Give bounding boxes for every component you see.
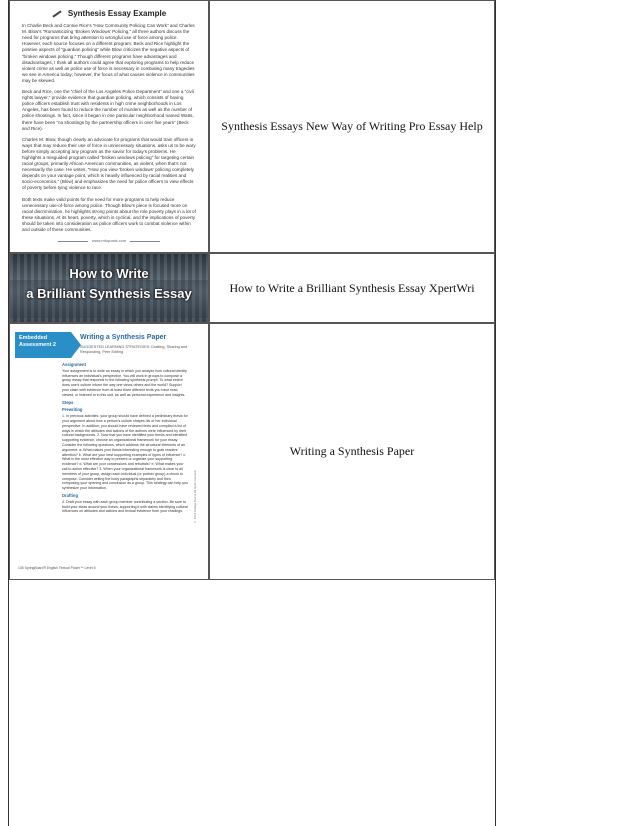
textbook-page-footer: 136 SpringBoard® English Textual Power™ Level 6: [18, 566, 96, 570]
row-3-caption[interactable]: Writing a Synthesis Paper: [289, 444, 415, 458]
essay-title: [22, 11, 196, 17]
prewriting-text: 1. In previous activities, your group should have defined a preliminary thesis for your argument about how a person’s culture shapes his or her individual perspective. In addition, you should have reviewed texts and compiled a list of ways in which the attitudes and actions of the authors were influenced by their cultural backgrounds. 2. Now that you have identified your thesis and identified supporting evidence, choose an organizational framework for your essay. Consider the following questions, which address the structural elements of an argument: a. What makes your thesis interesting enough to grab readers’ attention? b. What are your best supporting examples of types of influence? c. What is the most effective way to present or organize your supporting evidence? d. What are your concessions and rebuttals? e. What makes your call to action effective? 3. When your organizational framework is clear to all members of your group, assign each individual (or partner group) a chunk to compose. Consider writing the body paragraphs separately and then composing your opening and conclusion as a group. This strategy can help you synthesize your information.: [62, 414, 188, 491]
row-2-caption-cell[interactable]: [209, 253, 495, 323]
copyright-side-text: © 2014 College Board. All rights reserved.: [193, 469, 197, 524]
row-3-image-cell[interactable]: [9, 323, 209, 580]
row-1-caption[interactable]: Synthesis Essays New Way of Writing Pro Essay Help: [221, 119, 483, 133]
row-2-image-cell[interactable]: [9, 253, 209, 323]
essay-title-text: Synthesis Essay Example: [67, 9, 167, 18]
essay-paragraph: In Charlie Beck and Connie Rice’s “How Community Policing Can Work” and Charles M. Blow’s “Romanticizing ‘Broken Windows’ Policing,” all three authors discuss the need for programs that bring attention to wrongful use of force among police. However, each source focuses on a different program: Beck and Rice highlight the positive aspects of “guardian policing” while Blow criticizes the negative aspects of “broken windows policing.” Though different programs have advantages and disadvantages, I think all authors could agree that exploring programs to help reduce violent crime as well as police use of force is necessary in combating many tragedies we see in America today; however, the focus of what causes violence in communities may be skewed.: [22, 23, 195, 83]
essay-paragraph: Beck and Rice, one the “chief of the Los Angeles Police Department” and one a “civil rights lawyer,” provide evidence that guardian policing, which consists of having police officers establish trust with residents in high crime neighborhoods in Los Angeles, has been found to reduce the number of murders as well as the number of police shootings. In fact, since it began in one particular neighborhood named Watts, there have been “no shootings by the partnership officers in over five years” (Beck and Rice).: [22, 89, 194, 131]
textbook-subtitle: SUGGESTED LEARNING STRATEGIES: Drafting, Sharing and Responding, Peer Editing: [80, 345, 188, 354]
row-3-caption-cell[interactable]: [209, 323, 495, 580]
essay-paragraph: Charles M. Blow, though clearly an advocate for programs that would train officers in ways that may reduce their use of force in unnecessary situations, asks us to be wary before simply accepting any program as the savior for today’s problems. He highlights a misguided program called “broken windows policing” for targeting certain racial groups, primarily African American communities, as violent, when that’s not necessarily the case. He writes, “How you view ‘broken windows’ policing completely depends on your vantage point, which is heavily influenced by racial realities and socio-economics,” (Blow) and emphasizes the need for police officers to view effects of poverty before tying violence to race.: [22, 136, 196, 191]
textbook-page-image: [10, 324, 208, 579]
row-2-caption[interactable]: How to Write a Brilliant Synthesis Essay XpertWri: [229, 280, 475, 295]
essay-paragraph: Both texts make valid points for the need for more programs to help reduce unnecessary use-of-force among police. Though Blow’s piece is focused more on racial discrimination, he highlights strong points about the role poverty plays in a lot of these situations. At its heart, poverty, which is cyclical, and the implications of poverty should be taken into consideration as police officers work to combat violence within and outside of these communities.: [22, 196, 196, 232]
synthesis-essay-banner-image: [10, 254, 208, 322]
drafting-heading: Drafting: [62, 492, 79, 498]
essay-footer: www.mfoposts.com: [22, 238, 196, 244]
textbook-title: Writing a Synthesis Paper: [80, 334, 167, 341]
assignment-heading: Assignment: [62, 362, 86, 367]
drafting-text: 4. Draft your essay with each group member contributing a section. Be sure to build your ideas around your thesis, supporting it with claims identifying cultural influences on attitudes and actions and textual evidence from your readings.: [62, 499, 188, 514]
banner-line-2: a Brilliant Synthesis Essay: [26, 286, 192, 301]
textbook-body: [62, 360, 188, 516]
banner-line-1: How to Write: [69, 266, 149, 281]
row-1-image-cell[interactable]: [9, 0, 209, 253]
row-1-caption-cell[interactable]: [209, 0, 495, 253]
embedded-assessment-tag: Embedded Assessment 2: [15, 332, 71, 358]
prewriting-heading: Prewriting: [62, 407, 83, 413]
steps-heading: Steps: [62, 399, 74, 405]
pen-icon: [52, 10, 61, 17]
assignment-text: Your assignment is to write an essay in which you analyze how cultural identity influences an individual’s perspective. You will work in groups to compose a group essay that responds to the following synthesis prompt: To what extent does one’s culture inform the way one views others and the world? Support your claim with evidence from at least three different texts you have read, viewed, or listened to in this unit, as well as personal experience and insights.: [62, 368, 187, 397]
essay-example-image: [10, 1, 208, 253]
